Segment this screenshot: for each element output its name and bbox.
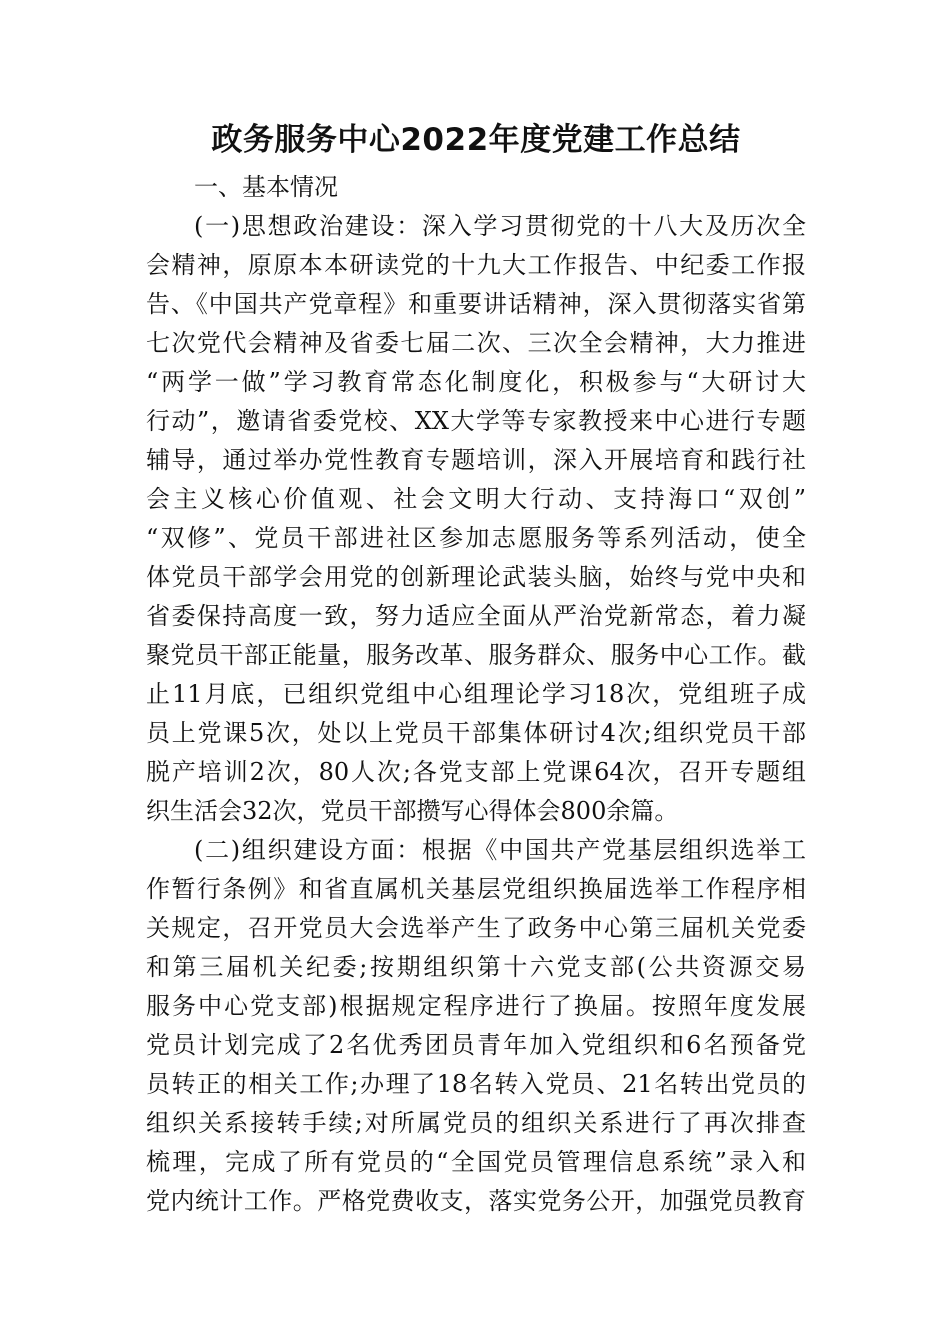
paragraph-line: 党内统计工作。严格党费收支，落实党务公开，加强党员教育 — [146, 1187, 806, 1215]
paragraph-line: “双修”、党员干部进社区参加志愿服务等系列活动，使全 — [146, 524, 806, 552]
paragraph-line: 员上党课5次，处以上党员干部集体研讨4次;组织党员干部 — [146, 719, 806, 747]
paragraph-line: 员转正的相关工作;办理了18名转入党员、21名转出党员的 — [146, 1070, 806, 1098]
paragraph-line: 辅导，通过举办党性教育专题培训，深入开展培育和践行社 — [146, 446, 806, 474]
paragraph-line: 告、《中国共产党章程》和重要讲话精神，深入贯彻落实省第 — [146, 290, 806, 318]
paragraph-line: “两学一做”学习教育常态化制度化，积极参与“大研讨大 — [146, 368, 806, 396]
paragraph-line: 止11月底，已组织党组中心组理论学习18次，党组班子成 — [146, 680, 806, 708]
paragraph-line: 和第三届机关纪委;按期组织第十六党支部(公共资源交易 — [146, 953, 806, 981]
section-heading: 一、基本情况 — [194, 173, 338, 201]
paragraph-line: (一)思想政治建设：深入学习贯彻党的十八大及历次全 — [194, 212, 806, 240]
paragraph-line: 七次党代会精神及省委七届二次、三次全会精神，大力推进 — [146, 329, 806, 357]
paragraph-line: 作暂行条例》和省直属机关基层党组织换届选举工作程序相 — [146, 875, 806, 903]
paragraph-line: 会精神，原原本本研读党的十九大工作报告、中纪委工作报 — [146, 251, 806, 279]
paragraph-line: 组织关系接转手续;对所属党员的组织关系进行了再次排查 — [146, 1109, 806, 1137]
paragraph-line: 会主义核心价值观、社会文明大行动、支持海口“双创” — [146, 485, 806, 513]
paragraph-line: 省委保持高度一致，努力适应全面从严治党新常态，着力凝 — [146, 602, 806, 630]
paragraph-line: 关规定，召开党员大会选举产生了政务中心第三届机关党委 — [146, 914, 806, 942]
paragraph-line: 织生活会32次，党员干部攒写心得体会800余篇。 — [146, 797, 679, 825]
paragraph-line: 聚党员干部正能量，服务改革、服务群众、服务中心工作。截 — [146, 641, 806, 669]
paragraph-line: 服务中心党支部)根据规定程序进行了换届。按照年度发展 — [146, 992, 806, 1020]
paragraph-line: 体党员干部学会用党的创新理论武装头脑，始终与党中央和 — [146, 563, 806, 591]
paragraph-line: 行动”，邀请省委党校、XX大学等专家教授来中心进行专题 — [146, 407, 806, 435]
paragraph-line: 脱产培训2次，80人次;各党支部上党课64次，召开专题组 — [146, 758, 806, 786]
paragraph-line: 梳理，完成了所有党员的“全国党员管理信息系统”录入和 — [146, 1148, 806, 1176]
document-page — [146, 118, 806, 1221]
document-title: 政务服务中心2022年度党建工作总结 — [211, 122, 741, 158]
paragraph-organization — [146, 831, 806, 1221]
paragraph-line: (二)组织建设方面：根据《中国共产党基层组织选举工 — [194, 836, 806, 864]
paragraph-line: 党员计划完成了2名优秀团员青年加入党组织和6名预备党 — [146, 1031, 806, 1059]
paragraph-ideology — [146, 207, 806, 831]
